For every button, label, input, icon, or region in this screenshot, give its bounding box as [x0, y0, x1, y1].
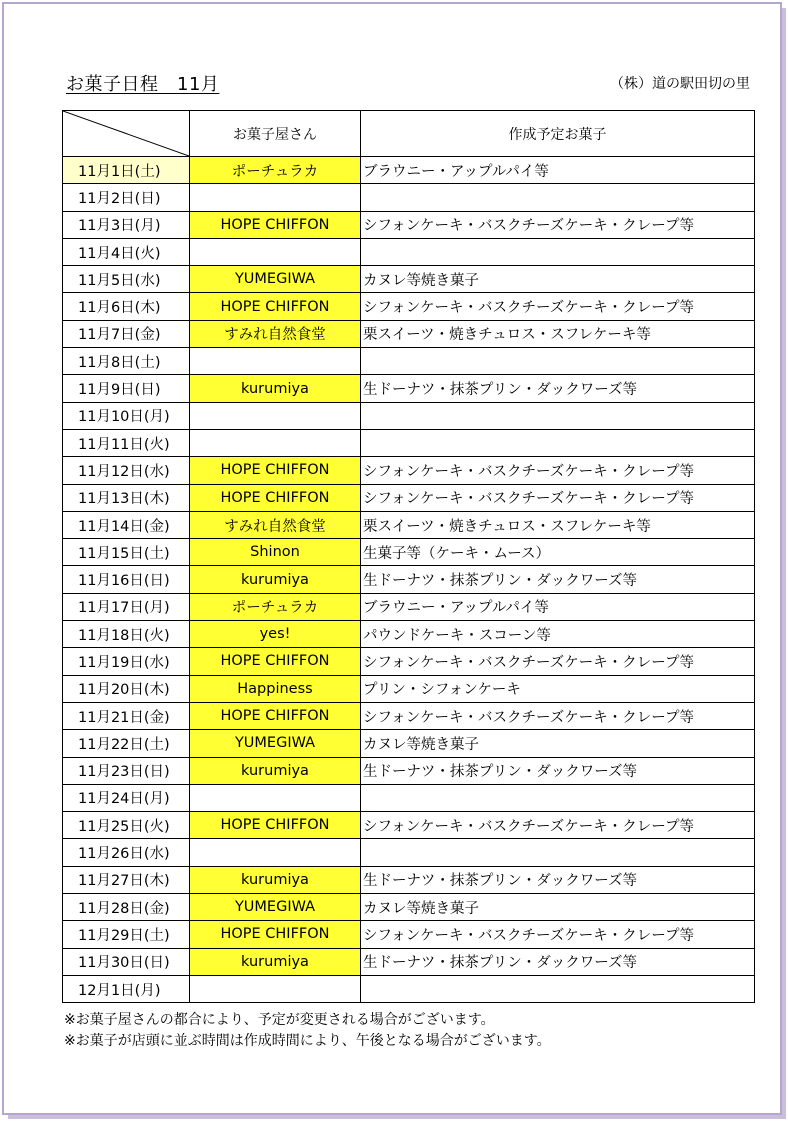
date-cell: 11月7日(金)	[63, 320, 190, 347]
date-cell: 11月28日(金)	[63, 894, 190, 921]
sweets-cell: シフォンケーキ・バスクチーズケーキ・クレープ等	[361, 484, 755, 511]
table-row	[63, 320, 755, 347]
table-row	[63, 184, 755, 211]
table-row	[63, 157, 755, 184]
sweets-cell: プリン・シフォンケーキ	[361, 675, 755, 702]
table-row	[63, 211, 755, 238]
date-cell: 11月16日(日)	[63, 566, 190, 593]
shop-cell	[190, 402, 361, 429]
table-row	[63, 730, 755, 757]
sweets-cell: シフォンケーキ・バスクチーズケーキ・クレープ等	[361, 211, 755, 238]
sweets-cell	[361, 402, 755, 429]
shop-cell: ポーチュラカ	[190, 593, 361, 620]
date-cell: 11月20日(木)	[63, 675, 190, 702]
sweets-cell: シフォンケーキ・バスクチーズケーキ・クレープ等	[361, 648, 755, 675]
date-cell: 11月27日(木)	[63, 866, 190, 893]
sweets-cell	[361, 238, 755, 265]
date-cell: 11月22日(土)	[63, 730, 190, 757]
shop-cell	[190, 784, 361, 811]
table-row	[63, 402, 755, 429]
sweets-cell	[361, 348, 755, 375]
sweets-cell	[361, 784, 755, 811]
table-row	[63, 511, 755, 538]
date-cell: 11月9日(日)	[63, 375, 190, 402]
date-cell: 11月11日(火)	[63, 429, 190, 456]
table-row	[63, 429, 755, 456]
table-row	[63, 975, 755, 1002]
date-cell: 11月24日(月)	[63, 784, 190, 811]
table-row	[63, 812, 755, 839]
shop-cell	[190, 839, 361, 866]
date-cell: 11月29日(土)	[63, 921, 190, 948]
table-row	[63, 348, 755, 375]
shop-cell: HOPE CHIFFON	[190, 457, 361, 484]
sweets-cell: 栗スイーツ・焼きチュロス・スフレケーキ等	[361, 320, 755, 347]
sweets-cell: カヌレ等焼き菓子	[361, 266, 755, 293]
shop-cell: すみれ自然食堂	[190, 511, 361, 538]
schedule-table	[62, 110, 755, 1003]
shop-cell: HOPE CHIFFON	[190, 293, 361, 320]
table-row	[63, 484, 755, 511]
shop-cell	[190, 348, 361, 375]
shop-cell: kurumiya	[190, 866, 361, 893]
shop-cell	[190, 238, 361, 265]
shop-cell: HOPE CHIFFON	[190, 211, 361, 238]
sweets-cell: シフォンケーキ・バスクチーズケーキ・クレープ等	[361, 702, 755, 729]
header-diagonal-cell	[63, 111, 190, 157]
table-row	[63, 457, 755, 484]
table-row	[63, 866, 755, 893]
date-cell: 11月4日(火)	[63, 238, 190, 265]
table-row	[63, 702, 755, 729]
shop-cell: YUMEGIWA	[190, 730, 361, 757]
table-row	[63, 539, 755, 566]
sweets-cell: 生ドーナツ・抹茶プリン・ダックワーズ等	[361, 866, 755, 893]
note-1: ※お菓子屋さんの都合により、予定が変更される場合がございます。	[64, 1012, 495, 1028]
shop-cell: HOPE CHIFFON	[190, 702, 361, 729]
header-shop: お菓子屋さん	[190, 111, 361, 157]
sweets-cell	[361, 184, 755, 211]
date-cell: 11月3日(月)	[63, 211, 190, 238]
date-cell: 11月8日(土)	[63, 348, 190, 375]
sweets-cell	[361, 975, 755, 1002]
table-row	[63, 894, 755, 921]
shop-cell: HOPE CHIFFON	[190, 484, 361, 511]
page-title: お菓子日程 11月	[66, 74, 220, 95]
date-cell: 12月1日(月)	[63, 975, 190, 1002]
sweets-cell: シフォンケーキ・バスクチーズケーキ・クレープ等	[361, 457, 755, 484]
header-sweets: 作成予定お菓子	[361, 111, 755, 157]
note-2: ※お菓子が店頭に並ぶ時間は作成時間により、午後となる場合がございます。	[64, 1033, 551, 1049]
frame-shadow-bottom	[8, 1115, 786, 1119]
date-cell: 11月15日(土)	[63, 539, 190, 566]
sweets-cell: シフォンケーキ・バスクチーズケーキ・クレープ等	[361, 293, 755, 320]
date-cell: 11月26日(水)	[63, 839, 190, 866]
diagonal-line	[63, 111, 189, 156]
shop-cell	[190, 429, 361, 456]
sweets-cell: 生ドーナツ・抹茶プリン・ダックワーズ等	[361, 948, 755, 975]
date-cell: 11月12日(水)	[63, 457, 190, 484]
sweets-cell: カヌレ等焼き菓子	[361, 894, 755, 921]
date-cell: 11月2日(日)	[63, 184, 190, 211]
shop-cell: Happiness	[190, 675, 361, 702]
table-row	[63, 593, 755, 620]
sweets-cell: 生ドーナツ・抹茶プリン・ダックワーズ等	[361, 566, 755, 593]
sweets-cell: パウンドケーキ・スコーン等	[361, 621, 755, 648]
sweets-cell: シフォンケーキ・バスクチーズケーキ・クレープ等	[361, 921, 755, 948]
date-cell: 11月13日(木)	[63, 484, 190, 511]
sweets-cell	[361, 429, 755, 456]
sweets-cell: カヌレ等焼き菓子	[361, 730, 755, 757]
table-row	[63, 566, 755, 593]
date-cell: 11月30日(日)	[63, 948, 190, 975]
sweets-cell: シフォンケーキ・バスクチーズケーキ・クレープ等	[361, 812, 755, 839]
date-cell: 11月5日(水)	[63, 266, 190, 293]
table-row	[63, 648, 755, 675]
table-row	[63, 238, 755, 265]
shop-cell	[190, 975, 361, 1002]
sweets-cell: 生ドーナツ・抹茶プリン・ダックワーズ等	[361, 757, 755, 784]
sweets-cell: 生ドーナツ・抹茶プリン・ダックワーズ等	[361, 375, 755, 402]
date-cell: 11月14日(金)	[63, 511, 190, 538]
shop-cell: YUMEGIWA	[190, 266, 361, 293]
shop-cell: kurumiya	[190, 757, 361, 784]
date-cell: 11月21日(金)	[63, 702, 190, 729]
shop-cell: HOPE CHIFFON	[190, 921, 361, 948]
shop-cell: Shinon	[190, 539, 361, 566]
shop-cell: HOPE CHIFFON	[190, 648, 361, 675]
table-row	[63, 375, 755, 402]
shop-cell: kurumiya	[190, 566, 361, 593]
date-cell: 11月18日(火)	[63, 621, 190, 648]
sweets-cell	[361, 839, 755, 866]
table-row	[63, 757, 755, 784]
sweets-cell: ブラウニー・アップルパイ等	[361, 593, 755, 620]
table-row	[63, 266, 755, 293]
shop-cell	[190, 184, 361, 211]
table-row	[63, 784, 755, 811]
shop-cell: すみれ自然食堂	[190, 320, 361, 347]
table-row	[63, 839, 755, 866]
sweets-cell: 生菓子等（ケーキ・ムース）	[361, 539, 755, 566]
table-row	[63, 293, 755, 320]
date-cell: 11月17日(月)	[63, 593, 190, 620]
date-cell: 11月19日(水)	[63, 648, 190, 675]
shop-cell: YUMEGIWA	[190, 894, 361, 921]
date-cell: 11月25日(火)	[63, 812, 190, 839]
table-row	[63, 948, 755, 975]
date-cell: 11月6日(木)	[63, 293, 190, 320]
table-row	[63, 675, 755, 702]
table-row	[63, 621, 755, 648]
shop-cell: kurumiya	[190, 948, 361, 975]
shop-cell: ポーチュラカ	[190, 157, 361, 184]
frame-shadow-right	[782, 8, 786, 1117]
organization-name: （株）道の駅田切の里	[610, 76, 750, 92]
shop-cell: kurumiya	[190, 375, 361, 402]
sweets-cell: 栗スイーツ・焼きチュロス・スフレケーキ等	[361, 511, 755, 538]
shop-cell: yes!	[190, 621, 361, 648]
table-row	[63, 921, 755, 948]
date-cell: 11月10日(月)	[63, 402, 190, 429]
sweets-cell: ブラウニー・アップルパイ等	[361, 157, 755, 184]
table-header-row	[63, 111, 755, 157]
date-cell: 11月1日(土)	[63, 157, 190, 184]
date-cell: 11月23日(日)	[63, 757, 190, 784]
shop-cell: HOPE CHIFFON	[190, 812, 361, 839]
